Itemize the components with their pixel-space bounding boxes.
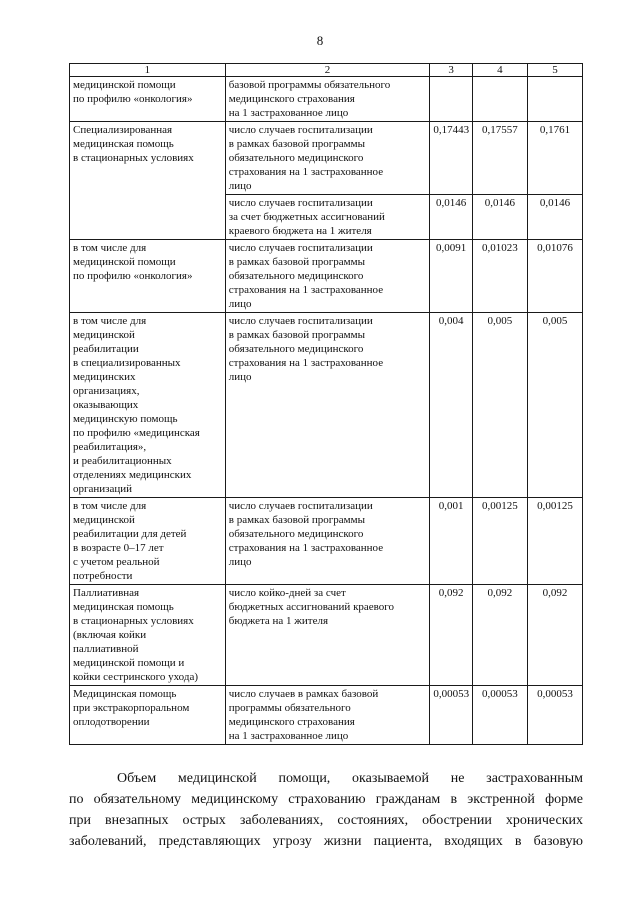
value-cell-col-5: 0,01076 — [527, 240, 582, 313]
paragraph-line: по обязательному медицинскому страхованию гражданам в экстренной форме — [69, 792, 583, 807]
value-cell-col-3: 0,004 — [430, 313, 473, 498]
table-row — [70, 77, 583, 122]
value-cell-col-5: 0,0146 — [527, 195, 582, 240]
header-col-5: 5 — [527, 64, 582, 77]
header-col-4: 4 — [472, 64, 527, 77]
care-type-cell: в том числе для медицинской реабилитации в специализированных медицинских организациях, оказывающих медицинскую помощь по профилю «медицинская реабилитация», и реабилитационных отделениях медицинских организаций — [70, 313, 226, 498]
value-cell-col-4: 0,17557 — [472, 122, 527, 195]
indicator-cell: число случаев госпитализации в рамках базовой программы обязательного медицинского страхования на 1 застрахованное лицо — [225, 498, 430, 585]
value-cell-col-5: 0,005 — [527, 313, 582, 498]
value-cell-col-3: 0,17443 — [430, 122, 473, 195]
table-body — [70, 77, 583, 745]
header-col-3: 3 — [430, 64, 473, 77]
value-cell-col-3: 0,0091 — [430, 240, 473, 313]
value-cell-col-4: 0,00125 — [472, 498, 527, 585]
value-cell-col-5: 0,00053 — [527, 686, 582, 745]
page-number: 8 — [316, 33, 324, 48]
header-col-1: 1 — [70, 64, 226, 77]
indicator-cell: базовой программы обязательного медицинского страхования на 1 застрахованное лицо — [225, 77, 430, 122]
header-col-2: 2 — [225, 64, 430, 77]
table-header — [70, 64, 583, 77]
indicator-cell: число случаев госпитализации в рамках базовой программы обязательного медицинского страхования на 1 застрахованное лицо — [225, 122, 430, 195]
header-row — [70, 64, 583, 77]
table-row — [70, 122, 583, 195]
care-type-cell: Специализированная медицинская помощь в стационарных условиях — [70, 122, 226, 240]
value-cell-col-3: 0,00053 — [430, 686, 473, 745]
value-cell-col-4: 0,0146 — [472, 195, 527, 240]
value-cell-col-3: 0,0146 — [430, 195, 473, 240]
value-cell-col-5: 0,00125 — [527, 498, 582, 585]
value-cell-col-3: 0,001 — [430, 498, 473, 585]
value-cell-col-5: 0,1761 — [527, 122, 582, 195]
value-cell-col-4 — [472, 77, 527, 122]
paragraph-line: Объем медицинской помощи, оказываемой не застрахованным — [117, 771, 583, 786]
value-cell-col-3: 0,092 — [430, 585, 473, 686]
table-row — [70, 585, 583, 686]
table-row — [70, 240, 583, 313]
value-cell-col-4: 0,092 — [472, 585, 527, 686]
value-cell-col-4: 0,00053 — [472, 686, 527, 745]
indicator-cell: число случаев в рамках базовой программы обязательного медицинского страхования на 1 застрахованное лицо — [225, 686, 430, 745]
value-cell-col-3 — [430, 77, 473, 122]
table-row — [70, 313, 583, 498]
value-cell-col-4: 0,01023 — [472, 240, 527, 313]
care-type-cell: в том числе для медицинской реабилитации для детей в возрасте 0–17 лет с учетом реальной потребности — [70, 498, 226, 585]
table-row — [70, 498, 583, 585]
indicator-cell: число койко-дней за счет бюджетных ассигнований краевого бюджета на 1 жителя — [225, 585, 430, 686]
indicator-cell: число случаев госпитализации за счет бюджетных ассигнований краевого бюджета на 1 жителя — [225, 195, 430, 240]
care-type-cell: в том числе для медицинской помощи по профилю «онкология» — [70, 240, 226, 313]
medical-care-volume-table — [69, 63, 583, 745]
paragraph-line: заболеваний, представляющих угрозу жизни пациента, входящих в базовую — [69, 834, 583, 849]
indicator-cell: число случаев госпитализации в рамках базовой программы обязательного медицинского страхования на 1 застрахованное лицо — [225, 313, 430, 498]
paragraph-line: при внезапных острых заболеваниях, состояниях, обострении хронических — [69, 813, 583, 828]
care-type-cell: медицинской помощи по профилю «онкология» — [70, 77, 226, 122]
indicator-cell: число случаев госпитализации в рамках базовой программы обязательного медицинского страхования на 1 застрахованное лицо — [225, 240, 430, 313]
care-type-cell: Паллиативная медицинская помощь в стационарных условиях (включая койки паллиативной медицинской помощи и койки сестринского ухода) — [70, 585, 226, 686]
table-row — [70, 686, 583, 745]
value-cell-col-5 — [527, 77, 582, 122]
value-cell-col-4: 0,005 — [472, 313, 527, 498]
value-cell-col-5: 0,092 — [527, 585, 582, 686]
care-type-cell: Медицинская помощь при экстракорпоральном оплодотворении — [70, 686, 226, 745]
body-paragraph — [69, 768, 583, 852]
